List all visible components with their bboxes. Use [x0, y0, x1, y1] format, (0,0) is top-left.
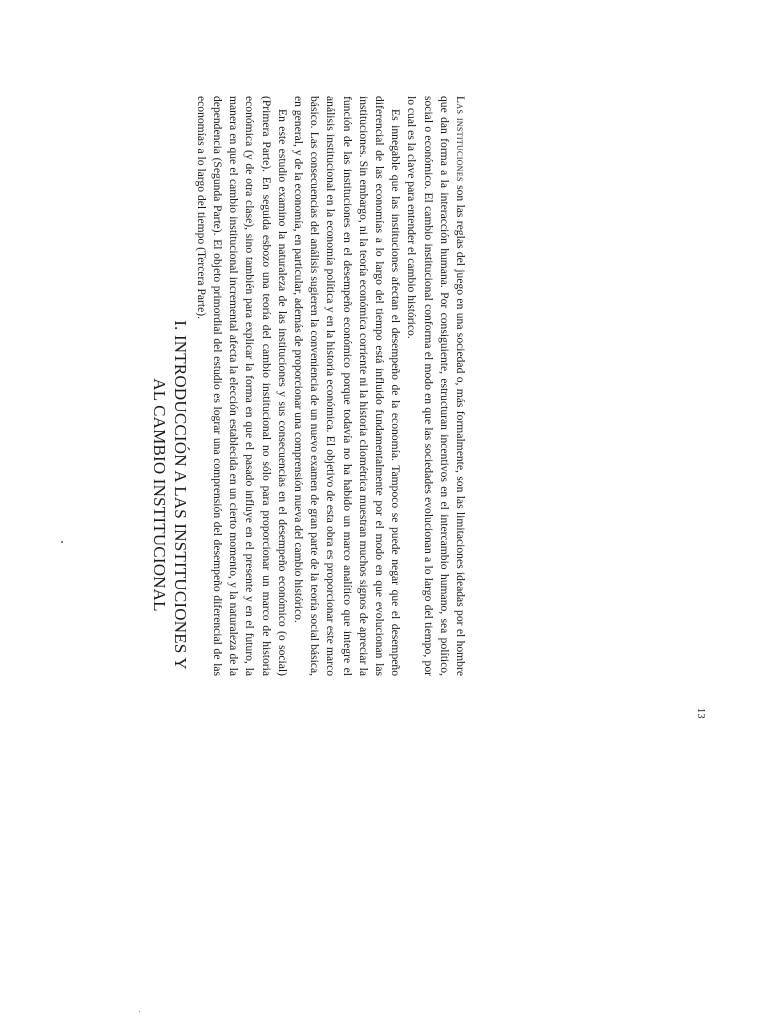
paragraph-2-text: Es innegable que las instituciones afectan el desempeño de la economía. Tampoco se puede negar que el desempeño diferencial de las economías a lo largo del tiempo está influido fundamentalmente por el modo en que evolucionan las instituciones. Sin embargo, ni la teoría económica corriente ni la historia cliométrica muestran muchos signos de apreciar la función de las instituciones en el desempeño económico porque todavía no ha habido un marco analítico que integre el análisis institucional en la economía política y en la historia económica. El objetivo de esta obra es proporcionar este marco básico. Las consecuencias del análisis sugieren la conveniencia de un nuevo examen de gran parte de la teoría social básica, en general, y de la economía, en particular, además de proporcionar una comprensión nueva del cambio histórico.: [291, 96, 403, 676]
paragraph-1-lead: Las instituciones: [454, 96, 467, 182]
paragraph-3: [193, 96, 290, 676]
paragraph-1-text: son las reglas del juego en una sociedad o, más formalmente, son las limitaciones ideadas por el hombre que dan forma a la interacción humana. Por consiguiente, estructuran incentivos en el intercambio humano, sea político, social o económico. El cambio institucional conforma el modo en que las sociedades evolucionan a lo largo del tiempo, por lo cual es la clave para entender el cambio histórico.: [405, 96, 467, 676]
paragraph-3-text: En este estudio examino la naturaleza de las instituciones y sus consecuencias en el desempeño económico (o social) (Primera Parte). En seguida esbozo una teoría del cambio institucional no sólo para proporcionar un marco de historia económica (y de otra clase), sino también para explicar la forma en que el pasado influye en el presente y en el futuro, la manera en que el cambio institucional incremental afecta la elección establecida en un cierto momento, y la naturaleza de la dependencia (Segunda Parte). El objeto primordial del estudio es lograr una comprensión del desempeño diferencial de las economías a lo largo del tiempo (Tercera Parte).: [194, 96, 289, 676]
chapter-title-line-1: I. INTRODUCCIÓN A LAS INSTITUCIONES Y: [171, 320, 190, 670]
page-number: 13: [695, 708, 706, 719]
body-text: [18, 96, 468, 676]
paragraph-1: [403, 96, 468, 676]
chapter-title-line-2: AL CAMBIO INSTITUCIONAL: [150, 378, 169, 612]
scan-speck: [61, 541, 63, 543]
paragraph-2: [290, 96, 403, 676]
scan-speck: [139, 1011, 140, 1012]
